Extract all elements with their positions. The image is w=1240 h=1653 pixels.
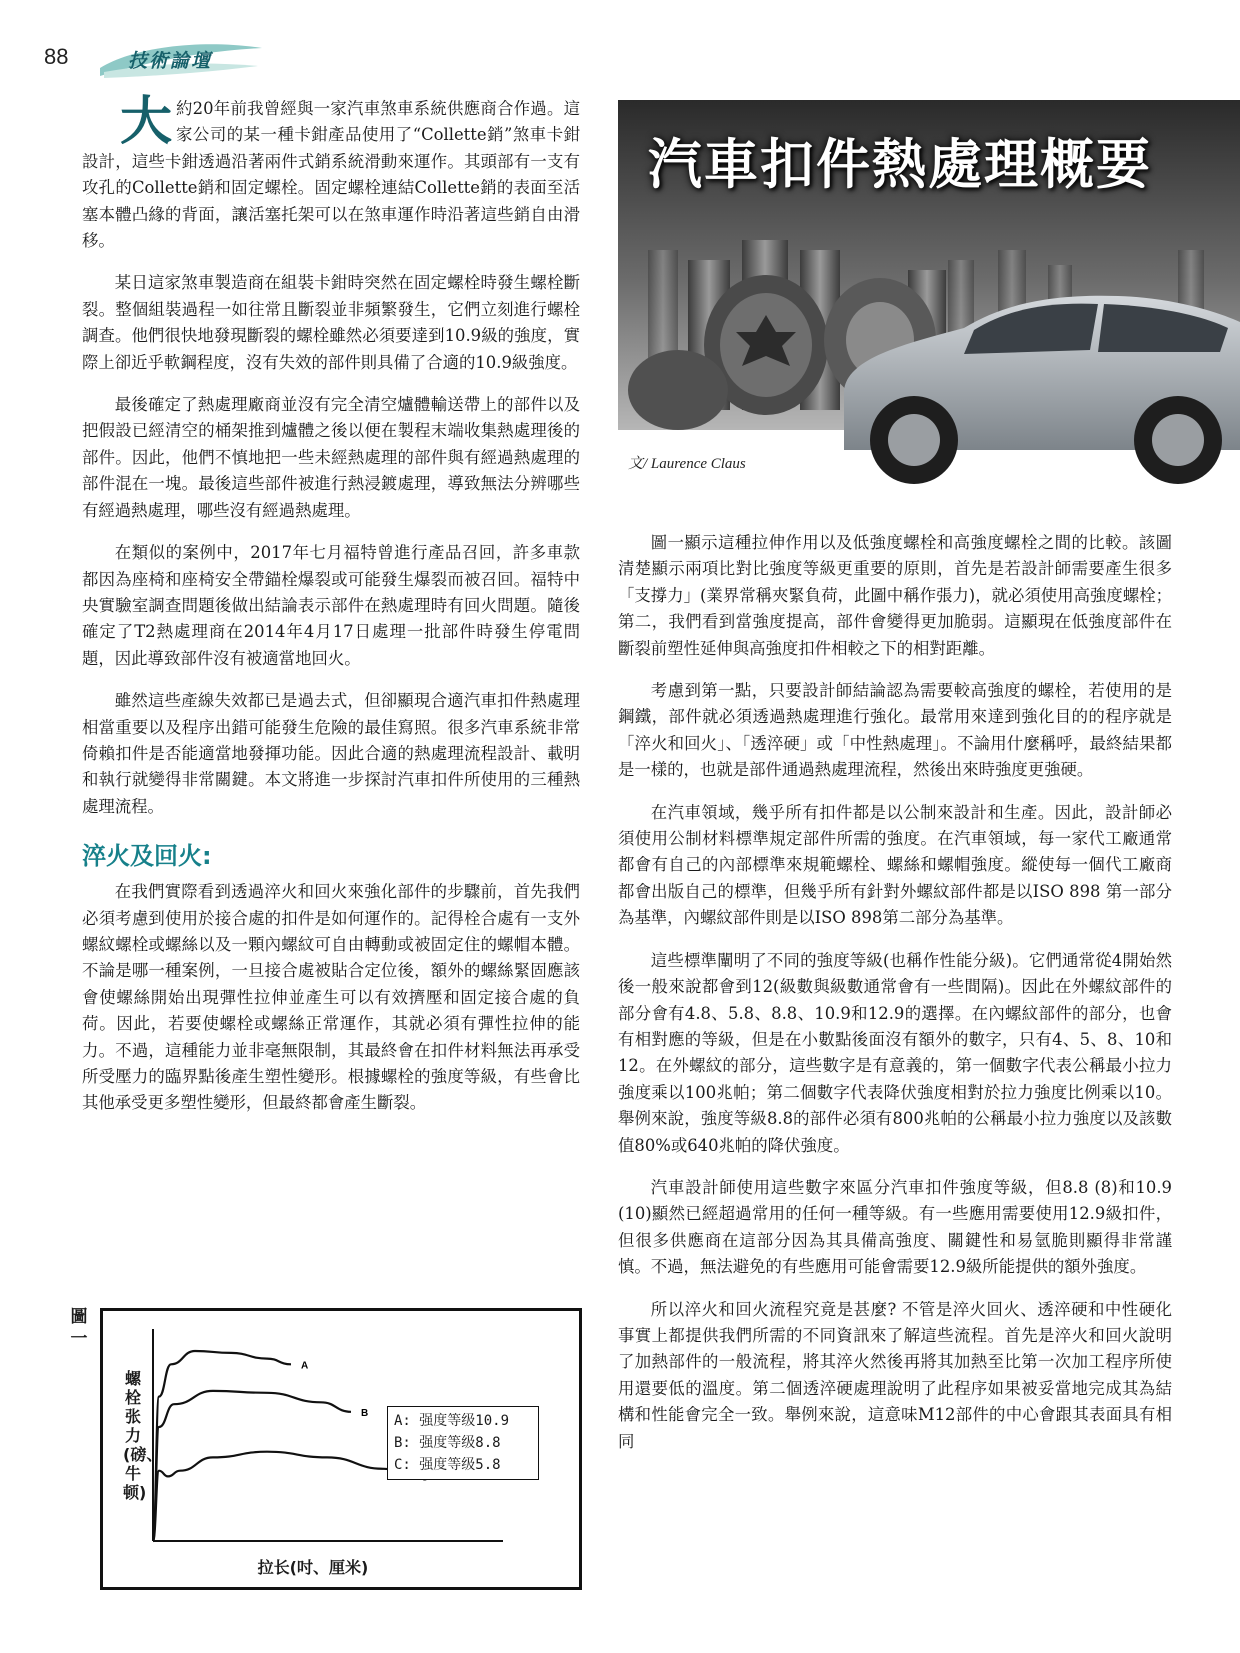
legend-entry-b: B: 强度等级8.8	[394, 1435, 501, 1451]
x-axis-label: 拉长(吋、厘米)	[257, 1558, 369, 1577]
paragraph-5: 雖然這些產線失效都已是過去式，但卻顯現合適汽車扣件熱處理相當重要以及程序出錯可能發生危險的最佳寫照。很多汽車系統非常倚賴扣件是否能適當地發揮功能。因此合適的熱處理流程設計、載明和執行就變得非常關鍵。本文將進一步探討汽車扣件所使用的三種熱處理流程。	[82, 691, 580, 816]
y-axis-label: 螺栓张力(磅、牛顿)	[123, 1369, 163, 1502]
paragraph-r1: 圖一顯示這種拉伸作用以及低強度螺栓和高強度螺栓之間的比較。該圖清楚顯示兩項比對比強度等級更重要的原則，首先是若設計師需要產生很多「支撐力」(業界常稱夾緊負荷，此圖中稱作張力)，就必須使用高強度螺栓；第二，我們看到當強度提高，部件會變得更加脆弱。這顯現在低強度部件在斷裂前塑性延伸與高強度扣件相較之下的相對距離。	[618, 533, 1172, 658]
legend-entry-c: C: 强度等级5.8	[394, 1457, 501, 1473]
hero-image	[618, 100, 1240, 498]
paragraph-4: 在類似的案例中，2017年七月福特曾進行產品召回，許多車款都因為座椅和座椅安全帶錨栓爆裂或可能發生爆裂而被召回。福特中央實驗室調查問題後做出結論表示部件在熱處理時有回火問題。隨後確定了T2熱處理商在2014年4月17日處理一批部件時發生停電問題，因此導致部件沒有被適當地回火。	[82, 543, 580, 668]
series-tag-b: B	[361, 1407, 369, 1419]
paragraph-r6: 所以淬火和回火流程究竟是甚麼? 不管是淬火回火、透淬硬和中性硬化事實上都提供我們所需的不同資訊來了解這些流程。首先是淬火和回火說明了加熱部件的一般流程，將其淬火然後再將其加熱至比第一次加工程序所使用還要低的溫度。第二個透淬硬處理說明了此程序如果被妥當地完成其為結構和性能會完全一致。舉例來說，這意味M12部件的中心會跟其表面具有相同	[618, 1299, 1172, 1451]
paragraph-1: 大約20年前我曾經與一家汽車煞車系統供應商合作過。這家公司的某一種卡鉗產品使用了“Collette銷”煞車卡鉗設計，這些卡鉗透過沿著兩件式銷系統滑動來運作。其頭部有一支有攻孔的Collette銷和固定螺栓。固定螺栓連結Collette銷的表面至活塞本體凸緣的背面，讓活塞托架可以在煞車運作時沿著這些銷自由滑移。	[82, 92, 580, 251]
paragraph-r3: 在汽車領域，幾乎所有扣件都是以公制來設計和生產。因此，設計師必須使用公制材料標準規定部件所需的強度。在汽車領域，每一家代工廠通常都會有自己的內部標準來規範螺栓、螺絲和螺帽強度。縱使每一個代工廠商都會出版自己的標準，但幾乎所有針對外螺紋部件都是以ISO 898 第一部分為基準，內螺紋部件則是以ISO 898第二部分為基準。	[618, 802, 1172, 928]
series-line-b	[153, 1391, 351, 1541]
chart-legend	[387, 1406, 539, 1480]
figure-label: 圖一	[70, 1307, 88, 1349]
left-column	[82, 92, 580, 1133]
article-title: 汽車扣件熱處理概要	[648, 132, 1152, 196]
section-title: 技術論壇	[128, 50, 213, 72]
series-line-c	[153, 1452, 411, 1541]
section-banner	[100, 38, 262, 80]
figure-chart	[100, 1308, 582, 1590]
section-heading: 淬火及回火:	[82, 842, 212, 871]
paragraph-2: 某日這家煞車製造商在組裝卡鉗時突然在固定螺栓時發生螺栓斷裂。整個組裝過程一如往常且斷裂並非頻繁發生，它們立刻進行螺栓調查。他們很快地發現斷裂的螺栓雖然必須要達到10.9級的強度，實際上卻近乎軟鋼程度，沒有失效的部件則具備了合適的10.9級強度。	[82, 273, 580, 372]
paragraph-r2: 考慮到第一點，只要設計師結論認為需要較高強度的螺栓，若使用的是鋼鐵，部件就必須透過熱處理進行強化。最常用來達到強化目的的程序就是「淬火和回火」、「透淬硬」或「中性熱處理」。不論用什麼稱呼，最終結果都是一樣的，也就是部件通過熱處理流程，然後出來時強度更強硬。	[618, 681, 1172, 780]
page-number: 88	[44, 44, 69, 69]
legend-entry-a: A: 强度等级10.9	[394, 1413, 510, 1429]
paragraph-r4: 這些標準闡明了不同的強度等級(也稱作性能分級)。它們通常從4開始然後一般來說都會到12(級數與級數通常會有一些間隔)。因此在外螺紋部件的部分會有4.8、5.8、8.8、10.9和12.9的選擇。在內螺紋部件的部分，也會有相對應的等級，但是在小數點後面沒有額外的數字，只有4、5、8、10和12。在外螺紋的部分，這些數字是有意義的，第一個數字代表公稱最小拉力強度乘以100兆帕；第二個數字代表降伏強度相對於拉力強度比例乘以10。舉例來說，強度等級8.8的部件必須有800兆帕的公稱最小拉力強度以及該數值80%或640兆帕的降伏強度。	[618, 950, 1172, 1155]
paragraph-r5: 汽車設計師使用這些數字來區分汽車扣件強度等級，但8.8 (8)和10.9 (10)顯然已經超過常用的任何一種等級。有一些應用需要使用12.9級扣件，但很多供應商在這部分因為其具備高強度、關鍵性和易氫脆則顯得非常謹慎。不過，無法避免的有些應用可能會需要12.9級所能提供的額外強度。	[618, 1177, 1172, 1277]
paragraph-6: 在我們實際看到透過淬火和回火來強化部件的步驟前，首先我們必須考慮到使用於接合處的扣件是如何運作的。記得栓合處有一支外螺紋螺栓或螺絲以及一顆內螺紋可自由轉動或被固定住的螺帽本體。不論是哪一種案例，一旦接合處被貼合定位後，額外的螺絲緊固應該會使螺絲開始出現彈性拉伸並產生可以有效擠壓和固定接合處的負荷。因此，若要使螺栓或螺絲正常運作，其就必須有彈性拉伸的能力。不過，這種能力並非毫無限制，其最終會在扣件材料無法再承受所受壓力的臨界點後產生塑性變形。根據螺栓的強度等級，有些會比其他承受更多塑性變形，但最終都會產生斷裂。	[82, 882, 580, 1113]
drop-cap: 大	[120, 92, 173, 152]
series-line-a	[153, 1351, 291, 1541]
series-tag-a: A	[301, 1360, 309, 1372]
paragraph-3: 最後確定了熱處理廠商並沒有完全清空爐體輸送帶上的部件以及把假設已經清空的桶架推到爐體之後以便在製程末端收集熱處理後的部件。因此，他們不慎地把一些未經熱處理的部件與有經過熱處理的部件混在一塊。最後這些部件被進行熱浸鍍處理，導致無法分辨哪些有經過熱處理，哪些沒有經過熱處理。	[82, 395, 580, 520]
byline: 文/ Laurence Claus	[628, 456, 746, 472]
right-column	[618, 530, 1172, 1471]
